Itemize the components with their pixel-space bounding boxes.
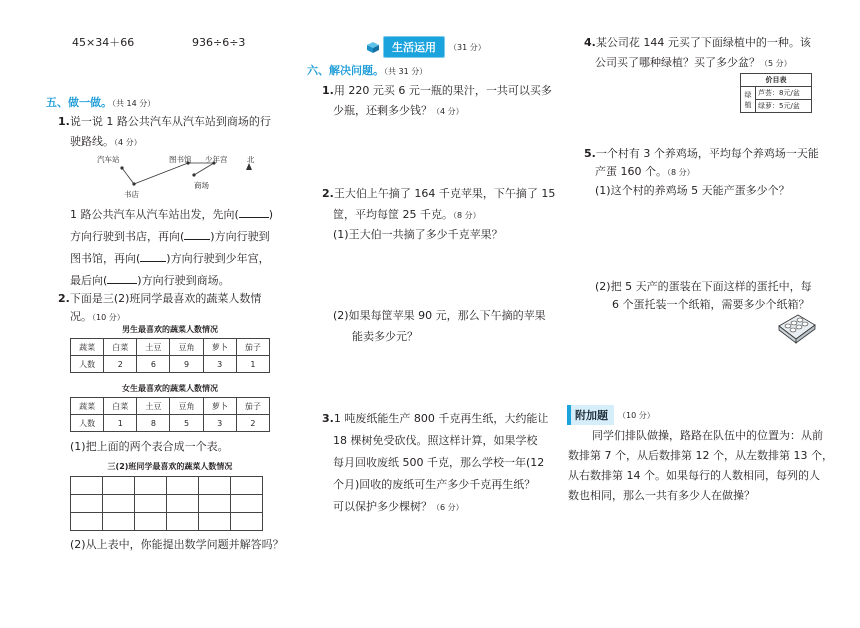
price-item: 芦荟：8元/盆 xyxy=(756,87,812,100)
extra-question-header xyxy=(567,405,655,425)
q6-1-points: （4 分） xyxy=(432,107,464,116)
value-cell: 9 xyxy=(170,356,203,373)
q6-5-sub1: (1)这个村的养鸡场 5 天能产蛋多少个？ xyxy=(595,184,790,197)
fill3-text: 图书馆，再向( xyxy=(70,252,141,265)
q6-2-points: （8 分） xyxy=(453,211,481,220)
answer-cell[interactable] xyxy=(71,495,103,513)
table-row xyxy=(71,513,263,531)
price-item: 绿萝：5元/盆 xyxy=(756,100,812,113)
header-cell: 豆角 xyxy=(170,339,203,356)
table-row xyxy=(71,415,270,432)
answer-cell[interactable] xyxy=(135,477,167,495)
combined-answer-table[interactable] xyxy=(70,476,263,531)
girls-table-title: 女生最喜欢的蔬菜人数情况 xyxy=(122,384,218,393)
q6-2-line-a xyxy=(322,183,555,205)
q6-3-text-line: 个月)回收的废纸可生产多少千克再生纸？ xyxy=(333,478,536,491)
answer-blank[interactable] xyxy=(107,283,137,284)
extra-question-points: （10 分） xyxy=(618,410,655,420)
answer-cell[interactable] xyxy=(167,495,199,513)
q5-2-num: 2. xyxy=(58,292,70,305)
q6-4-text-b: 公司买了哪种绿植？买了多少盆？ xyxy=(595,56,760,69)
q6-1-num: 1. xyxy=(322,84,334,97)
answer-cell[interactable] xyxy=(199,477,231,495)
extra-text-line: 数也相同，那么一共有多少人在做操？ xyxy=(568,489,755,502)
map-label-bookstore: 书店 xyxy=(124,190,139,199)
section6-points: （共 31 分） xyxy=(384,67,428,76)
q6-2-num: 2. xyxy=(322,187,334,200)
q6-1-line-a xyxy=(322,80,552,102)
cube-icon xyxy=(366,41,380,54)
answer-cell[interactable] xyxy=(199,513,231,531)
q6-2-sub2-b: 能卖多少元？ xyxy=(352,330,418,343)
life-application-points: （31 分） xyxy=(449,42,486,52)
calc-expr-1: 45×34＋66 xyxy=(72,36,135,49)
q6-3-text-line: 18 棵树免受砍伐。照这样计算，如果学校 xyxy=(333,434,538,447)
answer-cell[interactable] xyxy=(103,513,135,531)
q5-1-num: 1. xyxy=(58,115,70,128)
q5-1-points: （4 分） xyxy=(114,138,142,147)
calc-expr-2: 936÷6÷3 xyxy=(192,36,246,49)
answer-cell[interactable] xyxy=(135,513,167,531)
girls-table xyxy=(70,397,270,432)
map-label-library: 图书馆 xyxy=(169,155,192,164)
fill4-end: )方向行驶到商场。 xyxy=(137,274,230,287)
q6-1-text-b: 少瓶，还剩多少钱？ xyxy=(333,104,432,117)
table-row xyxy=(741,87,812,100)
table-row xyxy=(71,356,270,373)
table-row xyxy=(71,477,263,495)
answer-cell[interactable] xyxy=(231,513,263,531)
header-cell: 豆角 xyxy=(170,398,203,415)
price-table-title: 价目表 xyxy=(741,74,812,87)
q5-2-text-b: 况。 xyxy=(70,310,92,323)
q5-1-line-a xyxy=(58,111,271,133)
q6-1-text-a: 用 220 元买 6 元一瓶的果汁，一共可以买多 xyxy=(333,84,552,97)
table-row xyxy=(741,74,812,87)
extra-text-line: 数排第 7 个，从后数排第 12 个，从左数排第 13 个， xyxy=(568,449,833,462)
extra-question-badge: 附加题 xyxy=(567,405,614,425)
q6-5-points: （8 分） xyxy=(667,168,695,177)
answer-blank[interactable] xyxy=(239,217,269,218)
q6-5-sub2-b: 6 个蛋托装一个纸箱，需要多少个纸箱？ xyxy=(612,298,810,311)
answer-cell[interactable] xyxy=(103,477,135,495)
answer-cell[interactable] xyxy=(71,513,103,531)
table-row xyxy=(71,495,263,513)
q6-2-text-b: 筐，平均每筐 25 千克。 xyxy=(333,208,453,221)
boys-table xyxy=(70,338,270,373)
value-cell: 3 xyxy=(203,415,236,432)
q5-2-points: （10 分） xyxy=(92,313,125,322)
egg-tray-icon xyxy=(776,312,818,346)
q5-1-fill-3 xyxy=(70,248,270,270)
q6-5-text-a: 一个村有 3 个养鸡场，平均每个养鸡场一天能 xyxy=(595,147,819,160)
answer-cell[interactable] xyxy=(231,495,263,513)
life-application-badge: 生活运用 xyxy=(383,36,445,58)
row-label: 人数 xyxy=(71,415,104,432)
q6-1-line-b xyxy=(333,100,464,123)
map-label-north: 北 xyxy=(247,155,255,164)
header-cell: 萝卜 xyxy=(203,398,236,415)
section5-title: 五、做一做。 xyxy=(46,96,112,109)
life-application-header xyxy=(366,36,486,58)
section5-points: （共 14 分） xyxy=(112,99,156,108)
answer-cell[interactable] xyxy=(167,513,199,531)
q6-3-points: （6 分） xyxy=(432,503,464,512)
price-table xyxy=(740,73,812,113)
q6-2-sub2-a: (2)如果每筐苹果 90 元，那么下午摘的苹果 xyxy=(333,309,546,322)
header-cell: 茄子 xyxy=(236,339,269,356)
fill1-end: ) xyxy=(268,208,274,221)
answer-cell[interactable] xyxy=(135,495,167,513)
q5-2-text-a: 下面是三(2)班同学最喜欢的蔬菜人数情 xyxy=(69,292,262,305)
q6-4-num: 4. xyxy=(584,36,596,49)
answer-cell[interactable] xyxy=(167,477,199,495)
boys-table-title: 男生最喜欢的蔬菜人数情况 xyxy=(122,325,218,334)
extra-text-line: 同学们排队做操，路路在队伍中的位置为：从前 xyxy=(592,429,823,442)
q6-5-num: 5. xyxy=(584,147,596,160)
q5-1-fill-1 xyxy=(70,204,273,226)
header-cell: 土豆 xyxy=(137,398,170,415)
q6-3-last: 可以保护多少棵树？ xyxy=(333,500,432,513)
q6-3-text-line: 1 吨废纸能生产 800 千克再生纸，大约能让 xyxy=(333,412,549,425)
header-cell: 蔬菜 xyxy=(71,398,104,415)
answer-blank[interactable] xyxy=(140,261,166,262)
q6-4-points: （5 分） xyxy=(760,59,792,68)
header-cell: 白菜 xyxy=(104,339,137,356)
q6-4-text-a: 某公司花 144 元买了下面绿植中的一种。该 xyxy=(595,36,811,49)
table-header-row xyxy=(71,339,270,356)
q6-3-num: 3. xyxy=(322,412,334,425)
value-cell: 1 xyxy=(236,356,269,373)
combined-table-title: 三(2)班同学最喜欢的蔬菜人数情况 xyxy=(107,462,233,471)
map-label-youth-palace: 少年宫 xyxy=(205,155,228,164)
fill2-end: )方向行驶到 xyxy=(210,230,270,243)
fill4-text: 最后向( xyxy=(70,274,108,287)
q6-3-last-line xyxy=(333,496,464,519)
row-label: 人数 xyxy=(71,356,104,373)
table-header-row xyxy=(71,398,270,415)
q5-1-text-b: 驶路线。 xyxy=(70,135,114,148)
value-cell: 3 xyxy=(203,356,236,373)
header-cell: 萝卜 xyxy=(203,339,236,356)
map-label-mall: 商场 xyxy=(194,181,209,190)
header-cell: 蔬菜 xyxy=(71,339,104,356)
header-cell: 茄子 xyxy=(236,398,269,415)
section6-title: 六、解决问题。 xyxy=(307,64,384,77)
station-dot xyxy=(120,166,123,169)
value-cell: 2 xyxy=(236,415,269,432)
q6-5-sub2-a: (2)把 5 天产的蛋装在下面这样的蛋托中，每 xyxy=(595,280,812,293)
answer-cell[interactable] xyxy=(231,477,263,495)
answer-cell[interactable] xyxy=(71,477,103,495)
extra-text-line: 从右数排第 14 个。如果每行的人数相同，每列的人 xyxy=(568,469,820,482)
q5-2-sub1: (1)把上面的两个表合成一个表。 xyxy=(70,440,229,453)
q6-2-text-a: 王大伯上午摘了 164 千克苹果，下午摘了 15 xyxy=(333,187,556,200)
answer-blank[interactable] xyxy=(184,239,210,240)
fill1-text: 1 路公共汽车从汽车站出发，先向( xyxy=(70,208,239,221)
q6-3-line-1 xyxy=(322,408,548,430)
answer-cell[interactable] xyxy=(199,495,231,513)
fill2-text: 方向行驶到书店，再向( xyxy=(70,230,185,243)
value-cell: 5 xyxy=(170,415,203,432)
header-cell: 白菜 xyxy=(104,398,137,415)
q5-1-fill-2 xyxy=(70,226,270,248)
q6-5-text-b: 产蛋 160 个。 xyxy=(595,165,667,178)
q5-1-text-a: 说一说 1 路公共汽车从汽车站到商场的行 xyxy=(69,115,271,128)
q6-4-line-a xyxy=(584,32,811,54)
q6-3-text-line: 每月回收废纸 500 千克，那么学校一年(12 xyxy=(333,456,545,469)
value-cell: 1 xyxy=(104,415,137,432)
value-cell: 6 xyxy=(137,356,170,373)
map-label-station: 汽车站 xyxy=(97,155,120,164)
answer-cell[interactable] xyxy=(103,495,135,513)
value-cell: 2 xyxy=(104,356,137,373)
q6-4-line-b xyxy=(595,52,792,75)
bookstore-dot xyxy=(132,182,135,185)
value-cell: 8 xyxy=(137,415,170,432)
header-cell: 土豆 xyxy=(137,339,170,356)
fill3-end: )方向行驶到少年宫， xyxy=(166,252,270,265)
price-category: 绿植 xyxy=(741,87,756,113)
q6-2-sub1: (1)王大伯一共摘了多少千克苹果？ xyxy=(333,228,503,241)
q5-2-sub2: (2)从上表中，你能提出数学问题并解答吗？ xyxy=(70,538,284,551)
mall-dot xyxy=(192,173,195,176)
